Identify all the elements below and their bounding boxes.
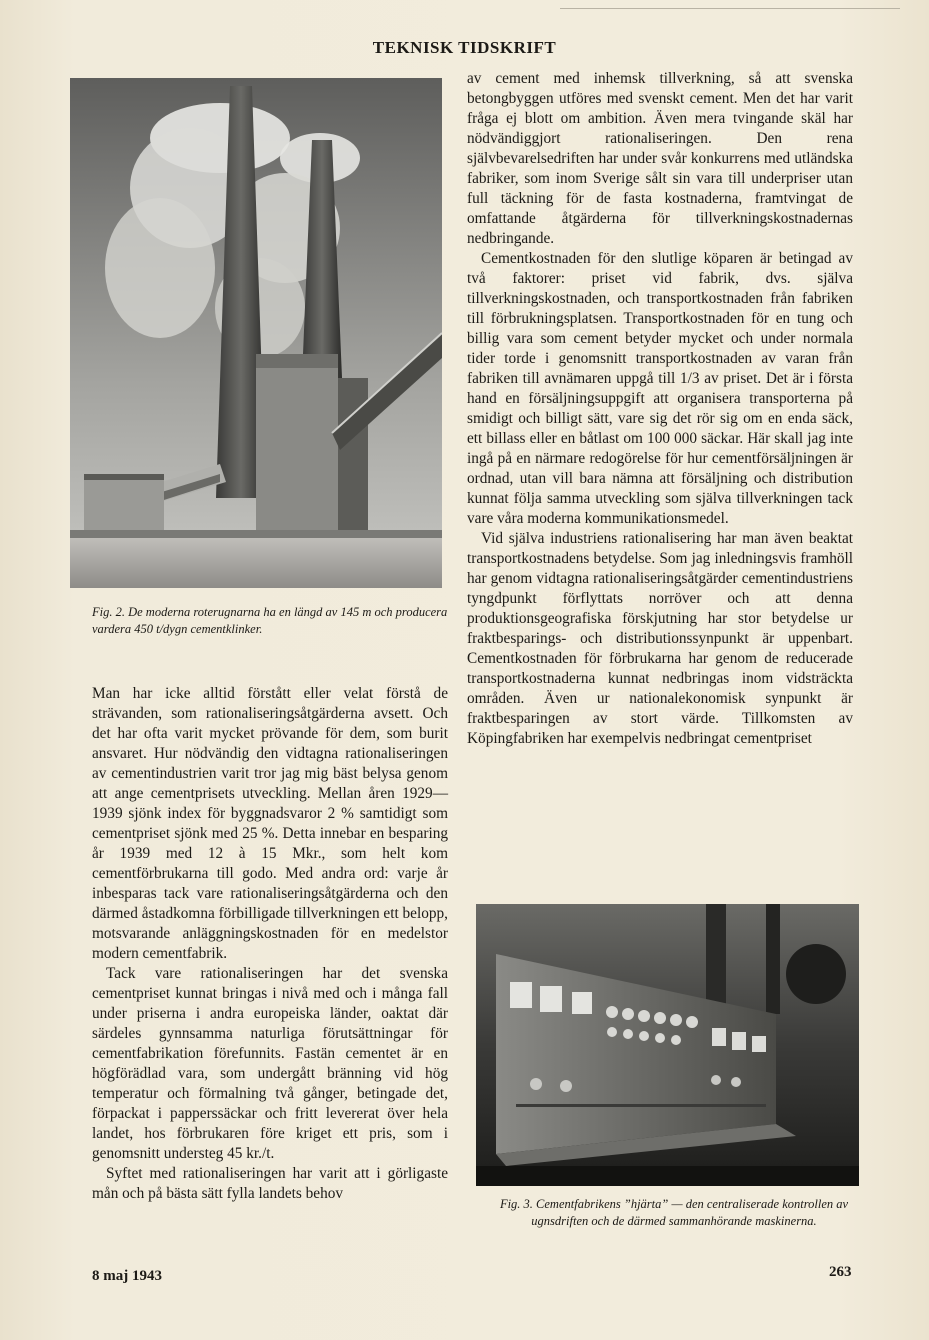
fig3-illustration bbox=[476, 904, 859, 1186]
left-paragraph-3: Syftet med rationaliseringen har varit att i görligaste mån och på bästa sätt fylla landets behov bbox=[92, 1165, 448, 1202]
fig2-illustration bbox=[70, 78, 442, 588]
right-paragraph-1: av cement med inhemsk tillverkning, så att svenska betongbyggen utföres med svenskt cement. Men det har varit fråga ej blott om ambition. Även mera tvingande skäl har nödvändiggjort rationaliseringen. Den rena självbevarelsedriften har under svår konkurrens med utländska fabriker, som inom Sverige sålt sin vara till underpriser utan full täckning för de fasta kostnaderna, framtvingat de omfattande åtgärderna för tillverkningskostnadernas nedbringande. bbox=[467, 70, 853, 247]
top-edge-rule bbox=[560, 8, 900, 9]
left-paragraph-1: Man har icke alltid förstått eller velat förstå de strävanden, som rationaliseringsåtgärderna avsett. Och det har ofta varit mycket prövande för dem, som burit ansvaret. Hur nödvändig den vidtagna rationaliseringen av cementindustrien varit tror jag mig bäst belysa genom att ange cementprisets utveckling. Mellan åren 1929—1939 sjönk index för byggnadsvaror 2 % samtidigt som cementpriset sjönk med 25 %. Detta innebar en besparing år 1939 med 12 à 15 Mkr., som helt kom cementförbrukarna till godo. Med andra ord: varje år inbesparas tack vare rationaliseringsåtgärderna och den därmed åstadkomna förbilligade tillverkningen ett belopp, motsvarande anläggningskostnaden för en medelstor modern cementfabrik. bbox=[92, 685, 448, 962]
page-number: 263 bbox=[829, 1264, 852, 1280]
fig3-caption: Fig. 3. Cementfabrikens ”hjärta” — den centraliserade kontrollen av ugnsdriften och de därmed sammanhörande maskinerna. bbox=[499, 1197, 849, 1228]
fig2-chimneys-photo bbox=[70, 78, 442, 588]
right-column-text bbox=[467, 69, 853, 749]
left-column-text bbox=[92, 684, 448, 1204]
left-paragraph-2: Tack vare rationaliseringen har det svenska cementpriset kunnat bringas i nivå med och i många fall under priserna i andra europeiska länder, oaktat där särdeles gynnsamma naturliga förutsättningar för cementfabrikation förefunnits. Fastän cementet är en högförädlad vara, som undergått bränning vid hög temperatur och förmalning två gånger, betingade det, förpackat i papperssäckar och fritt levererat över hela landet, hos förbrukaren före kriget ett pris, som i genomsnitt understeg 45 kr./t. bbox=[92, 965, 448, 1162]
issue-date: 8 maj 1943 bbox=[92, 1268, 162, 1284]
fig3-control-room-photo bbox=[476, 904, 859, 1186]
journal-header: TEKNISK TIDSKRIFT bbox=[372, 38, 557, 57]
fig2-caption: Fig. 2. De moderna roterugnarna ha en längd av 145 m och producera vardera 450 t/dygn cementklinker. bbox=[92, 605, 448, 636]
right-paragraph-2: Cementkostnaden för den slutlige köparen är betingad av två faktorer: priset vid fabrik, dvs. själva tillverkningskostnaden, och transportkostnaden från fabriken till förbrukningsplatsen. Transportkostnaden för en tung och billig vara som cement betyder mycket och under normala tider torde i genomsnitt transportkostnaden av varan från fabriken till avnämaren uppgå till 1/3 av priset. Det är i första hand en försäljningsuppgift att organisera transporterna på smidigt och billigt sätt, vare sig det rör sig om en enda säck, ett billass eller en båtlast om 100 000 säckar. Här skall jag inte ingå på en närmare redogörelse för hur cementförsäljningen är ordnad, utan vill bara nämna att försäljning och distribution kunnat följa samma utveckling som själva tillverkningen tack vare våra moderna kommunikationsmedel. bbox=[467, 250, 853, 527]
right-paragraph-3: Vid själva industriens rationalisering har man även beaktat transportkostnadens betydelse. Som jag inledningsvis framhöll har genom vidtagna rationaliseringsåtgärder cementindustriens tyngdpunkt förflyttats norröver och att denna produktionsgeografiska förskjutning har stor betydelse ur fraktbesparings- och distributionssynpunkt är uppenbart. Cementkostnaden för förbrukarna har genom de reducerade transportkostnaderna kunnat nedbringas inom vidsträckta områden. Även ur nationalekonomisk synpunkt är fraktbesparingen av stort värde. Tillkomsten av Köpingfabriken har exempelvis nedbringat cementpriset bbox=[467, 530, 853, 747]
